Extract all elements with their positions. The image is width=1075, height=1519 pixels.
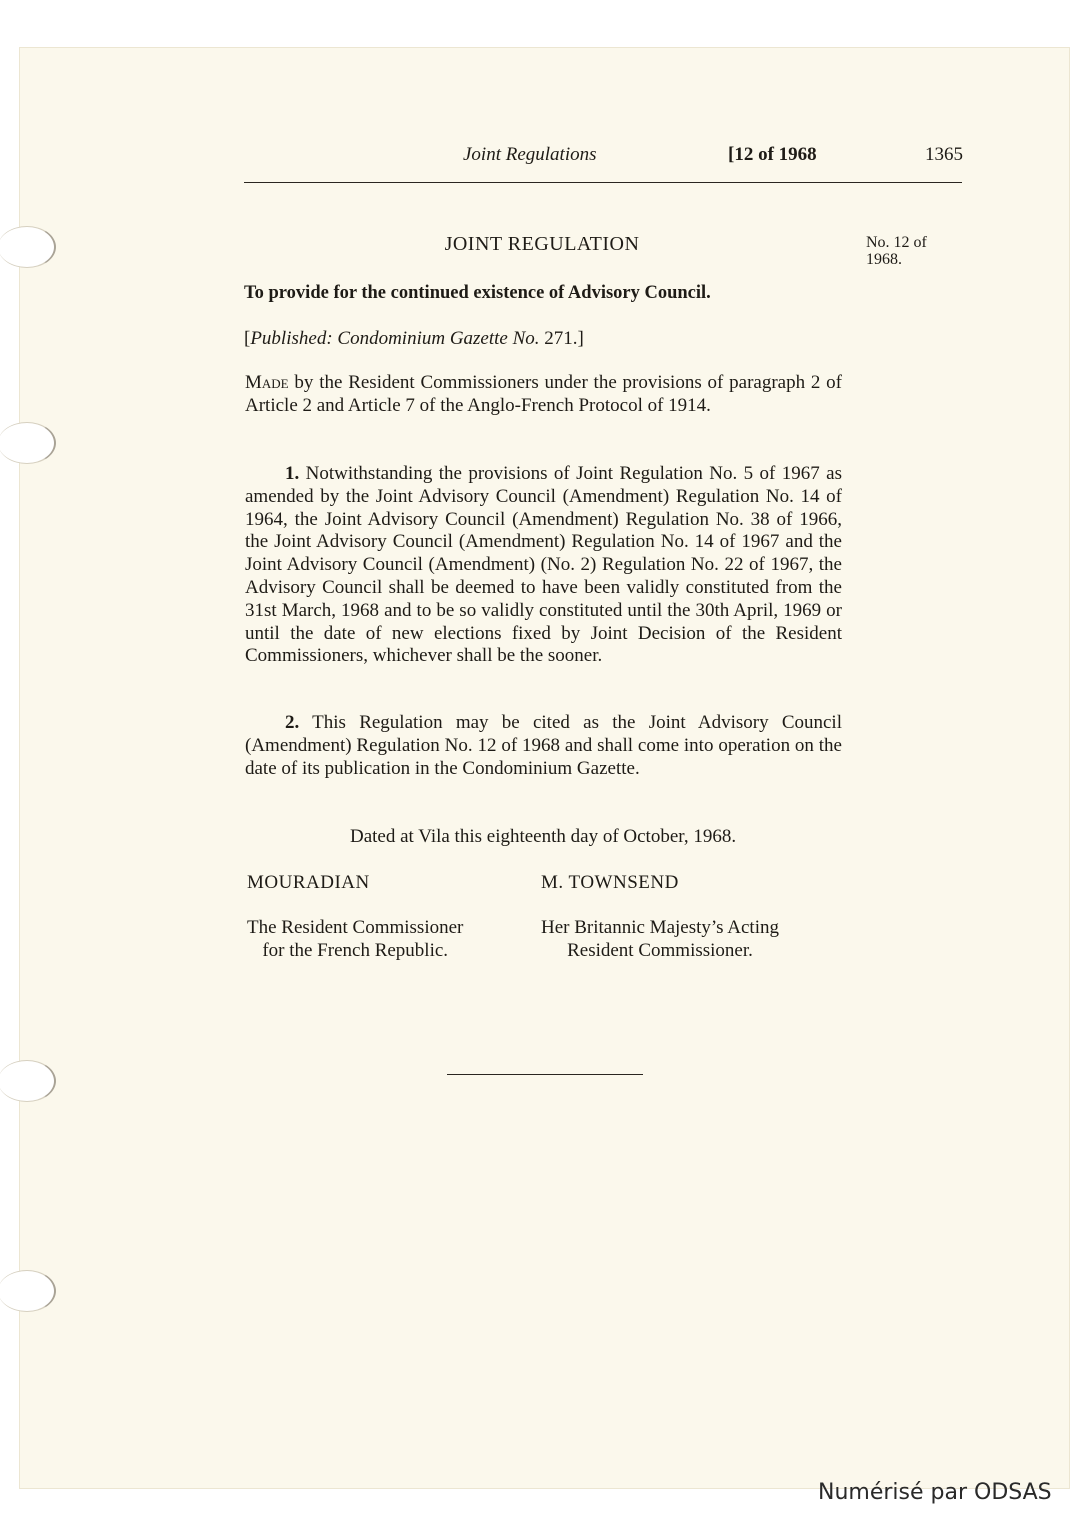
- signatory-title-line: Her Britannic Majesty’s Acting: [541, 917, 779, 938]
- enacting-clause: [245, 372, 842, 418]
- section-number: 2.: [285, 712, 300, 733]
- section-text: Notwithstanding the provisions of Joint Regulation No. 5 of 1967 as amended by the Joint Advisory Council (Amendment) Regulation No. 14 of 1964, the Joint Advisory Council (Amendment) Regulation No. 38 of 1966, the Joint Advisory Council (Amendment) Regulation No. 14 of 1967 and the Joint Advisory Council (Amendment) (No. 2) Regulation No. 22 of 1967, the Advisory Council shall be deemed to have been validly constituted from the 31st March, 1968 and to be so validly constituted until the 30th April, 1969 or until the date of new elections fixed by Joint Decision of the Resident Commissioners, whichever shall be the sooner.: [245, 463, 842, 667]
- published-note: [244, 328, 584, 350]
- section-text: This Regulation may be cited as the Joint Advisory Council (Amendment) Regulation No. 12 of 1968 and shall come into operation on the date of its publication in the Condominium Gazette.: [245, 712, 842, 779]
- page-number: 1365: [925, 144, 963, 165]
- scan-watermark: Numérisé par ODSAS: [818, 1480, 1052, 1505]
- margin-note-line: 1968.: [866, 251, 902, 268]
- section-number: 1.: [285, 463, 300, 484]
- published-close: 271.]: [539, 328, 584, 349]
- punch-hole-icon: [0, 422, 56, 464]
- header-rule: [244, 182, 962, 183]
- regulation-heading: JOINT REGULATION: [444, 233, 640, 255]
- enacting-text: by the Resident Commissioners under the provisions of paragraph 2 of Article 2 and Article 7 of the Anglo-French Protocol of 1914.: [245, 372, 842, 416]
- signatory-title-line: Resident Commissioner.: [567, 939, 753, 961]
- signatory-title-line: The Resident Commissioner: [247, 917, 464, 938]
- signatory-name-french: MOURADIAN: [247, 872, 370, 893]
- margin-note-line: No. 12 of: [866, 234, 927, 251]
- section-2: [245, 712, 842, 780]
- punch-hole-icon: [0, 1060, 56, 1102]
- long-title: To provide for the continued existence of Advisory Council.: [244, 283, 711, 303]
- section-1: [245, 463, 842, 668]
- running-head-number: [12 of 1968: [728, 144, 817, 165]
- end-rule: [447, 1074, 643, 1075]
- punch-hole-icon: [0, 226, 56, 268]
- published-open: [: [244, 328, 251, 349]
- dated-line: Dated at Vila this eighteenth day of October, 1968.: [350, 826, 737, 847]
- signatory-name-british: M. TOWNSEND: [541, 872, 679, 893]
- signatory-title-line: for the French Republic.: [262, 939, 449, 961]
- published-gazette: Published: Condominium Gazette No.: [250, 328, 540, 349]
- punch-hole-icon: [0, 1270, 56, 1312]
- running-head-title: Joint Regulations: [463, 144, 597, 165]
- signatory-title-french: [247, 917, 463, 962]
- margin-note: [866, 234, 966, 268]
- signatory-title-british: [541, 917, 779, 962]
- enacting-made: Made: [245, 372, 289, 393]
